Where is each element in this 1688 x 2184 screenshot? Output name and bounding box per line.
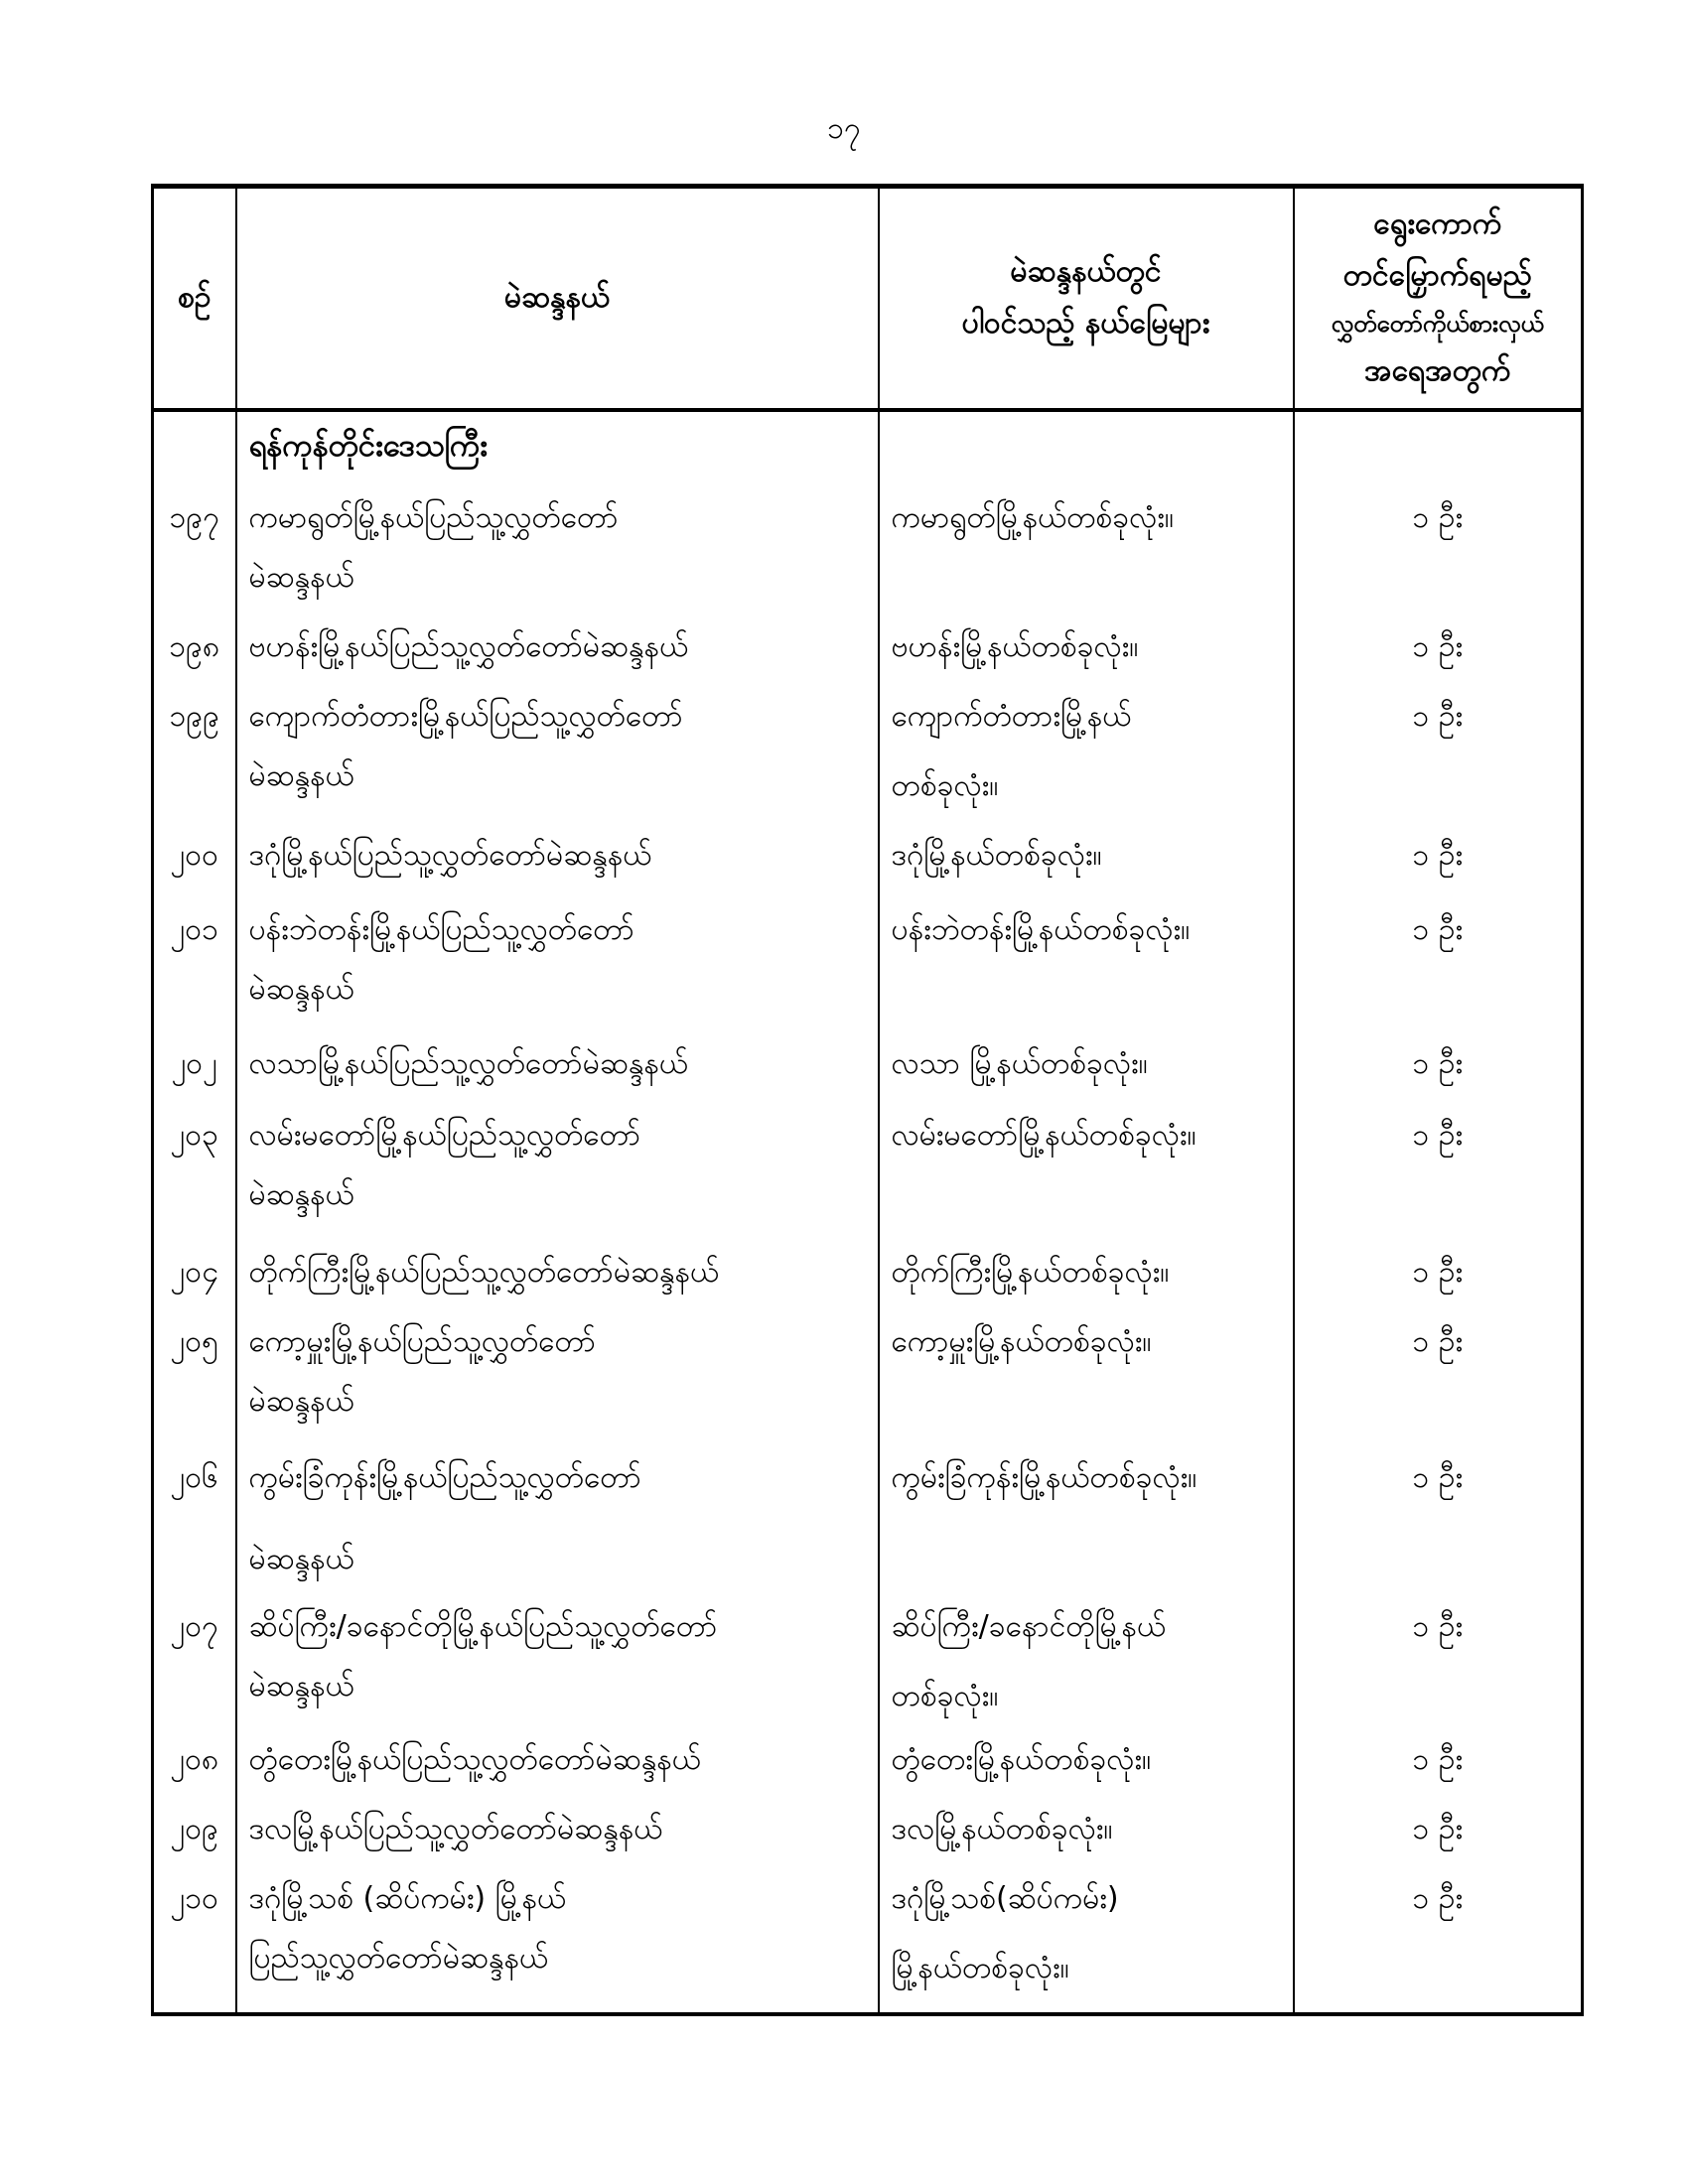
constituency-line1: ဗဟန်းမြို့နယ်ပြည်သူ့လွှတ်တော်မဲဆန္ဒနယ်	[248, 628, 689, 664]
areas-line2: တစ်ခုလုံး။	[891, 767, 999, 803]
constituency-line1: ဒလမြို့နယ်ပြည်သူ့လွှတ်တော်မဲဆန္ဒနယ်	[248, 1811, 663, 1846]
constituency-cell	[236, 896, 879, 1030]
row-number: ၂၀၄	[170, 1254, 218, 1290]
areas-line2: တစ်ခုလုံး။	[891, 1678, 999, 1713]
row-number: ၂၁၀	[170, 1880, 218, 1916]
areas-line1: လမ်းမတော်မြို့နယ်တစ်ခုလုံး။	[891, 1117, 1196, 1153]
header-constituency: မဲဆန္ဒနယ်	[236, 187, 879, 410]
table-row	[153, 484, 1583, 614]
constituency-line1: ပန်းဘဲတန်းမြို့နယ်ပြည်သူ့လွှတ်တော်	[248, 911, 634, 947]
section-empty-cell	[153, 410, 236, 484]
section-row	[153, 410, 1583, 484]
count-cell: ၁ ဦး	[1294, 1796, 1583, 1865]
areas-cell	[879, 1593, 1294, 1726]
count-cell: ၁ ဦး	[1294, 1102, 1583, 1239]
row-number: ၂၀၃	[170, 1117, 218, 1153]
areas-cell	[879, 1308, 1294, 1444]
constituency-cell	[236, 1444, 879, 1593]
areas-line1: ဆိပ်ကြီး/ခနောင်တိုမြို့နယ်	[891, 1608, 1167, 1644]
constituency-cell	[236, 1865, 879, 2014]
row-number: ၁၉၈	[169, 628, 220, 664]
row-number: ၂၀၈	[170, 1741, 219, 1777]
row-number: ၂၀၇	[170, 1608, 218, 1644]
constituency-cell	[236, 1030, 879, 1102]
header-areas-line2: ပါဝင်သည့် နယ်မြေများ	[961, 306, 1210, 341]
constituency-line1: လမ်းမတော်မြို့နယ်ပြည်သူ့လွှတ်တော်	[248, 1117, 641, 1153]
constituency-line2: ပြည်သူ့လွှတ်တော်မဲဆန္ဒနယ်	[248, 1940, 549, 1976]
row-number: ၂၀၁	[170, 911, 218, 947]
section-title-cell	[236, 410, 879, 484]
section-empty-cell	[1294, 410, 1583, 484]
table-row	[153, 1865, 1583, 2014]
header-areas	[879, 187, 1294, 410]
constituency-line1: ဒဂုံမြို့နယ်ပြည်သူ့လွှတ်တော်မဲဆန္ဒနယ်	[248, 837, 652, 873]
areas-line1: ပန်းဘဲတန်းမြို့နယ်တစ်ခုလုံး။	[891, 911, 1191, 947]
row-number: ၂၀၀	[170, 837, 218, 873]
count-cell: ၁ ဦး	[1294, 1865, 1583, 2014]
constituency-line1: ဆိပ်ကြီး/ခနောင်တိုမြို့နယ်ပြည်သူ့လွှတ်တော်	[248, 1608, 718, 1644]
region-section-title: ရန်ကုန်တိုင်းဒေသကြီး	[248, 427, 489, 464]
areas-line1: လသာ မြို့နယ်တစ်ခုလုံး။	[891, 1045, 1148, 1081]
constituency-cell	[236, 614, 879, 683]
header-representatives	[1294, 187, 1583, 410]
constituency-cell	[236, 1796, 879, 1865]
areas-cell	[879, 683, 1294, 822]
constituency-cell	[236, 1726, 879, 1796]
row-number: ၁၉၉	[169, 698, 220, 734]
areas-line1: ဒလမြို့နယ်တစ်ခုလုံး။	[891, 1811, 1113, 1846]
areas-cell	[879, 614, 1294, 683]
table-row	[153, 822, 1583, 896]
constituency-line1: ဒဂုံမြို့သစ် (ဆိပ်ကမ်း) မြို့နယ်	[248, 1880, 567, 1916]
areas-line2: မြို့နယ်တစ်ခုလုံး။	[891, 1950, 1069, 1985]
count-cell: ၁ ဦး	[1294, 896, 1583, 1030]
header-representatives-line2: တင်မြှောက်ရမည့်	[1342, 258, 1532, 294]
constituency-line2: မဲဆန္ဒနယ်	[248, 971, 354, 1007]
row-number: ၂၀၉	[170, 1811, 218, 1846]
areas-cell	[879, 484, 1294, 614]
constituency-cell	[236, 1102, 879, 1239]
areas-cell	[879, 1030, 1294, 1102]
areas-line1: တွံတေးမြို့နယ်တစ်ခုလုံး။	[891, 1741, 1152, 1777]
areas-cell	[879, 822, 1294, 896]
header-areas-line1: မဲဆန္ဒနယ်တွင်	[1010, 254, 1162, 290]
row-number: ၂၀၅	[170, 1323, 218, 1359]
areas-line1: ဒဂုံမြို့နယ်တစ်ခုလုံး။	[891, 837, 1102, 873]
constituency-line1: ကော့မှူးမြို့နယ်ပြည်သူ့လွှတ်တော်	[248, 1323, 597, 1359]
count-cell: ၁ ဦး	[1294, 1444, 1583, 1593]
header-representatives-line3: လွှတ်တော်ကိုယ်စားလှယ်	[1331, 310, 1544, 339]
table-row	[153, 1030, 1583, 1102]
constituency-cell	[236, 1593, 879, 1726]
count-cell: ၁ ဦး	[1294, 1030, 1583, 1102]
row-number: ၁၉၇	[169, 499, 220, 535]
constituency-line2: မဲဆန္ဒနယ်	[248, 1176, 354, 1212]
table-row	[153, 1726, 1583, 1796]
count-cell: ၁ ဦး	[1294, 1239, 1583, 1308]
row-number: ၂၀၂	[171, 1045, 217, 1081]
constituency-cell	[236, 1308, 879, 1444]
table-row	[153, 1308, 1583, 1444]
constituency-line2: မဲဆန္ဒနယ်	[248, 757, 354, 793]
constituency-table	[151, 184, 1584, 2016]
areas-line1: ကွမ်းခြံကုန်းမြို့နယ်တစ်ခုလုံး။	[891, 1459, 1197, 1495]
areas-line1: ကော့မှူးမြို့နယ်တစ်ခုလုံး။	[891, 1323, 1152, 1359]
count-cell: ၁ ဦး	[1294, 1593, 1583, 1726]
count-cell: ၁ ဦး	[1294, 1726, 1583, 1796]
table-row	[153, 1593, 1583, 1726]
constituency-cell	[236, 822, 879, 896]
table-row	[153, 1102, 1583, 1239]
count-cell: ၁ ဦး	[1294, 683, 1583, 822]
row-number: ၂၀၆	[170, 1459, 218, 1495]
constituency-cell	[236, 1239, 879, 1308]
constituency-line2: မဲဆန္ဒနယ်	[248, 1668, 354, 1704]
constituency-line2: မဲဆန္ဒနယ်	[248, 1383, 354, 1419]
table-header-row	[153, 187, 1583, 410]
areas-cell	[879, 1865, 1294, 2014]
areas-line1: ကျောက်တံတားမြို့နယ်	[891, 698, 1132, 734]
header-serial: စဉ်	[153, 187, 236, 410]
table-row	[153, 1796, 1583, 1865]
constituency-cell	[236, 484, 879, 614]
constituency-line1: လသာမြို့နယ်ပြည်သူ့လွှတ်တော်မဲဆန္ဒနယ်	[248, 1045, 689, 1081]
areas-line1: ဗဟန်းမြို့နယ်တစ်ခုလုံး။	[891, 628, 1139, 664]
count-cell: ၁ ဦး	[1294, 1308, 1583, 1444]
constituency-line1: ကျောက်တံတားမြို့နယ်ပြည်သူ့လွှတ်တော်	[248, 698, 683, 734]
constituency-line2: မဲဆန္ဒနယ်	[248, 559, 354, 595]
constituency-line1: တိုက်ကြီးမြို့နယ်ပြည်သူ့လွှတ်တော်မဲဆန္ဒနယ်	[248, 1254, 720, 1290]
table-row	[153, 896, 1583, 1030]
areas-cell	[879, 1726, 1294, 1796]
count-cell: ၁ ဦး	[1294, 822, 1583, 896]
constituency-line1: ကမာရွတ်မြို့နယ်ပြည်သူ့လွှတ်တော်	[248, 499, 619, 535]
areas-cell	[879, 1102, 1294, 1239]
areas-line1: ဒဂုံမြို့သစ်(ဆိပ်ကမ်း)	[891, 1880, 1119, 1916]
areas-cell	[879, 1796, 1294, 1865]
table-row	[153, 1239, 1583, 1308]
header-representatives-line4: အရေအတွက်	[1364, 353, 1511, 389]
areas-line1: ကမာရွတ်မြို့နယ်တစ်ခုလုံး။	[891, 499, 1175, 535]
section-empty-cell	[879, 410, 1294, 484]
page-number: ၁၇	[827, 111, 861, 146]
areas-cell	[879, 896, 1294, 1030]
areas-line1: တိုက်ကြီးမြို့နယ်တစ်ခုလုံး။	[891, 1254, 1170, 1290]
constituency-cell	[236, 683, 879, 822]
header-representatives-line1: ရွေးကောက်	[1373, 206, 1502, 242]
count-cell: ၁ ဦး	[1294, 484, 1583, 614]
table-row	[153, 683, 1583, 822]
table-row	[153, 614, 1583, 683]
count-cell: ၁ ဦး	[1294, 614, 1583, 683]
constituency-line1: ကွမ်းခြံကုန်းမြို့နယ်ပြည်သူ့လွှတ်တော်	[248, 1459, 641, 1495]
constituency-line2: မဲဆန္ဒနယ်	[248, 1541, 354, 1576]
areas-cell	[879, 1239, 1294, 1308]
areas-cell	[879, 1444, 1294, 1593]
table-row	[153, 1444, 1583, 1593]
constituency-line1: တွံတေးမြို့နယ်ပြည်သူ့လွှတ်တော်မဲဆန္ဒနယ်	[248, 1741, 701, 1777]
